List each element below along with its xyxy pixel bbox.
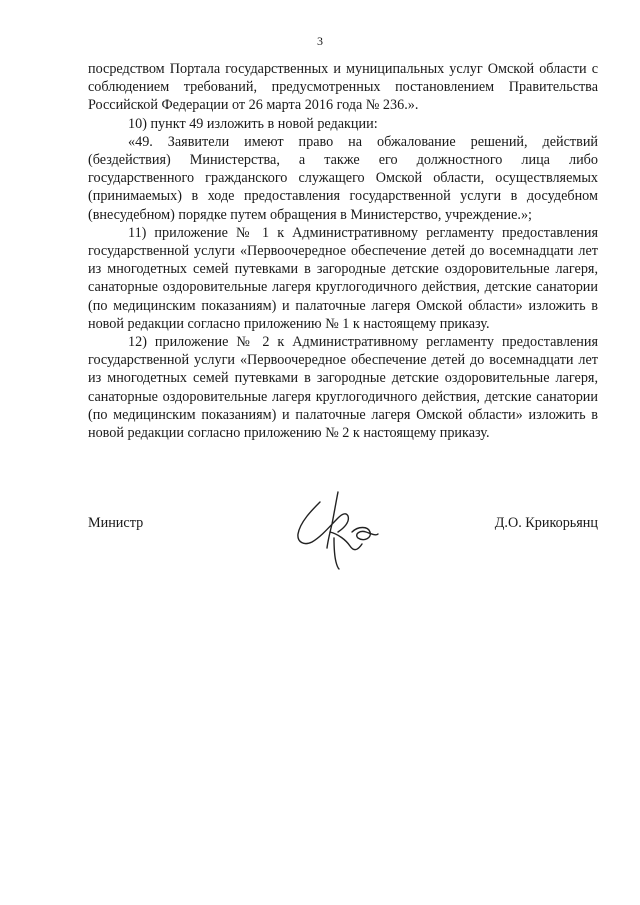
paragraph-clause-49: «49. Заявители имеют право на обжалование решений, действий (бездействия) Министерства, а также его должностного лица либо государственного гражданского служащего Омской области, осуществляемых (принимаемых) в ходе предоставления государственной услуги в досудебном (внесудебном) порядке путем обращения в Министерство, учреждение.»; [88, 133, 598, 223]
page-number: 3 [317, 34, 323, 48]
signer-name: Д.О. Крикорьянц [494, 515, 598, 531]
paragraph-item-10: 10) пункт 49 изложить в новой редакции: [128, 115, 378, 132]
paragraph-continuation: посредством Портала государственных и муниципальных услуг Омской области с соблюдением требований, предусмотренных постановлением Правительства Российской Федерации от 26 марта 2016 года № 236.». [88, 61, 598, 114]
handwritten-signature [290, 488, 380, 570]
paragraph-item-11: 11) приложение № 1 к Административному регламенту предоставления государственной услуги «Первоочередное обеспечение детей до восемнадцати лет из многодетных семей путевками в загородные детские оздоровительные лагеря, санаторные оздоровительные лагеря круглогодичного действия, детские санатории (по медицинским показаниям) и палаточные лагеря Омской области» изложить в новой редакции согласно приложению № 1 к настоящему приказу. [88, 224, 598, 332]
document-body [88, 60, 598, 442]
paragraph-item-12: 12) приложение № 2 к Административному регламенту предоставления государственной услуги «Первоочередное обеспечение детей до восемнадцати лет из многодетных семей путевками в загородные детские оздоровительные лагеря, санаторные оздоровительные лагеря круглогодичного действия, детские санатории (по медицинским показаниям) и палаточные лагеря Омской области» изложить в новой редакции согласно приложению № 2 к настоящему приказу. [88, 334, 598, 442]
signer-title: Министр [88, 515, 144, 531]
